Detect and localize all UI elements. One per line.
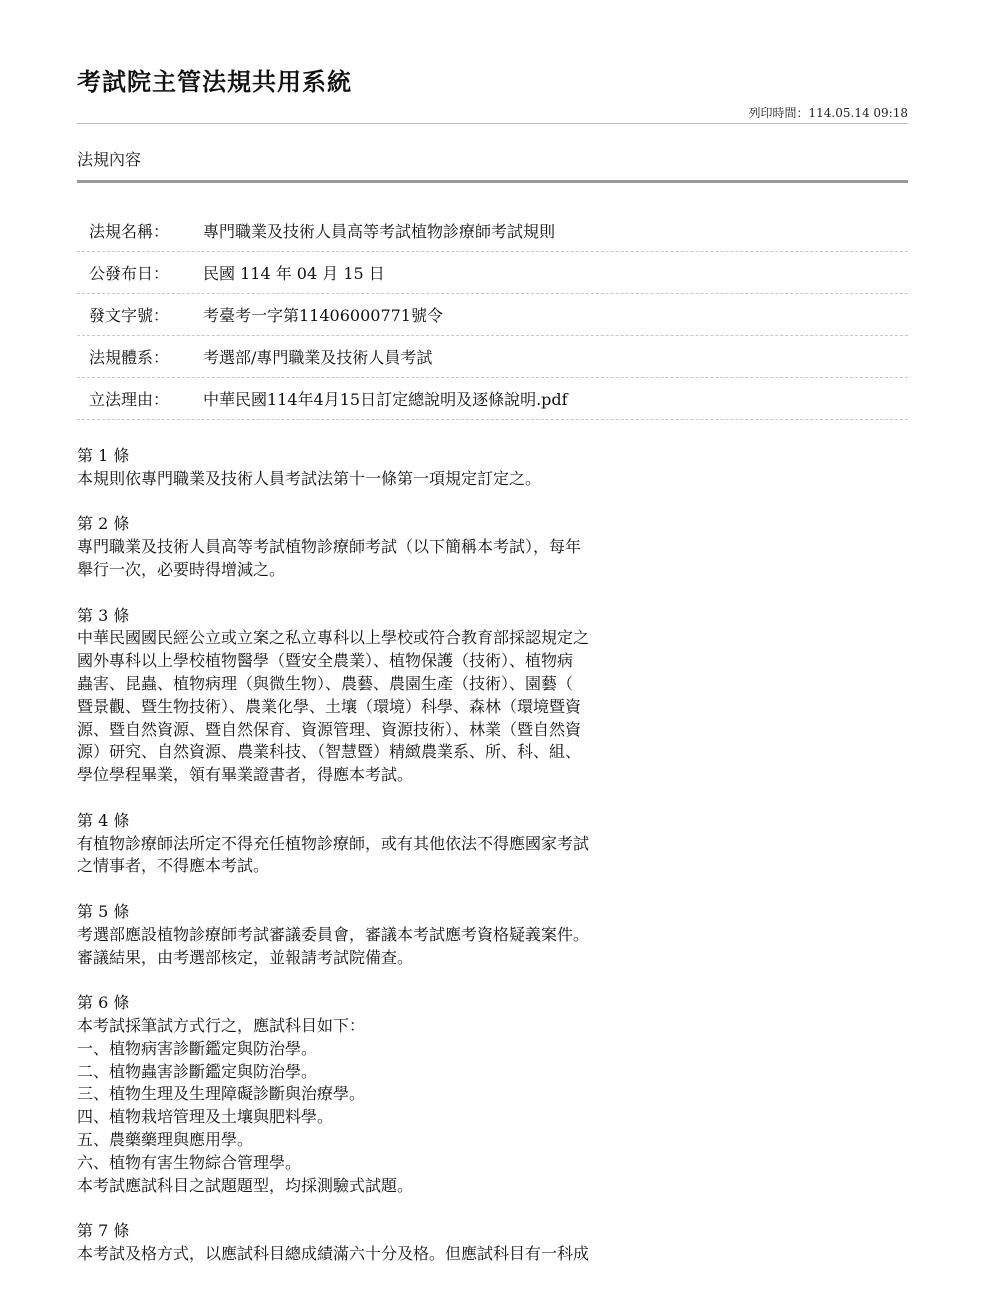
article-text-line: 三、植物生理及生理障礙診斷與治療學。	[77, 1084, 366, 1104]
meta-row-doc-no	[77, 294, 908, 336]
regulation-meta-table	[77, 210, 908, 420]
article-text-line: 源、暨自然資源、暨自然保育、資源管理、資源技術）、林業（暨自然資	[77, 719, 582, 739]
section-divider	[77, 180, 908, 183]
meta-label: 立法理由：	[89, 390, 170, 409]
meta-row-date	[77, 252, 908, 294]
article-number: 第 6 條	[77, 993, 130, 1013]
article-text-line: 暨景觀、暨生物技術）、農業化學、土壤（環境）科學、森林（環境暨資	[77, 696, 582, 716]
article-text-line: 國外專科以上學校植物醫學（暨安全農業）、植物保護（技術）、植物病	[77, 651, 574, 671]
site-title: 考試院主管法規共用系統	[77, 68, 352, 96]
meta-label: 法規名稱：	[89, 222, 170, 241]
article-text-line: 四、植物栽培管理及土壤與肥料學。	[77, 1107, 334, 1127]
articles-list	[77, 445, 677, 1288]
article-text-line: 審議結果，由考選部核定，並報請考試院備查。	[77, 947, 414, 967]
article-text-line: 專門職業及技術人員高等考試植物診療師考試（以下簡稱本考試），每年	[77, 537, 582, 557]
article-text-line: 考選部應設植物診療師考試審議委員會，審議本考試應考資格疑義案件。	[77, 924, 590, 944]
regulation-system: 考選部/專門職業及技術人員考試	[203, 348, 433, 367]
article-text-line: 一、植物病害診斷鑑定與防治學。	[77, 1038, 318, 1058]
legislative-reason-file: 中華民國114年4月15日訂定總說明及逐條說明.pdf	[203, 390, 568, 409]
meta-label: 發文字號：	[89, 306, 170, 325]
article-text-line: 本考試及格方式，以應試科目總成績滿六十分及格。但應試科目有一科成	[77, 1243, 590, 1263]
meta-label: 法規體系：	[89, 348, 170, 367]
article-number: 第 1 條	[77, 446, 130, 465]
article-text-line: 二、植物蟲害診斷鑑定與防治學。	[77, 1061, 318, 1081]
article-text-line: 本規則依專門職業及技術人員考試法第十一條第一項規定訂定之。	[77, 468, 542, 488]
article-text-line: 中華民國國民經公立或立案之私立專科以上學校或符合教育部採認規定之	[77, 628, 590, 648]
article-text-line: 之情事者，不得應本考試。	[77, 856, 270, 876]
section-title: 法規內容	[77, 150, 142, 169]
meta-label: 公發布日：	[89, 264, 170, 283]
regulation-name: 專門職業及技術人員高等考試植物診療師考試規則	[203, 222, 556, 241]
article-text-line: 本考試應試科目之試題題型，均採測驗式試題。	[77, 1175, 414, 1195]
article-text-line: 五、農藥藥理與應用學。	[77, 1129, 254, 1149]
article-text-line: 有植物診療師法所定不得充任植物診療師，或有其他依法不得應國家考試	[77, 833, 590, 853]
publish-date: 民國 114 年 04 月 15 日	[203, 264, 385, 283]
article-text-line: 六、植物有害生物綜合管理學。	[77, 1152, 302, 1172]
article	[77, 513, 677, 581]
article-text-line: 源）研究、自然資源、農業科技、（智慧暨）精緻農業系、所、科、組、	[77, 742, 582, 762]
article-number: 第 4 條	[77, 810, 130, 830]
document-number: 考臺考一字第11406000771號令	[203, 306, 443, 325]
meta-row-system	[77, 336, 908, 378]
article-text-line: 舉行一次，必要時得增減之。	[77, 559, 286, 579]
article-text-line: 學位學程畢業，領有畢業證書者，得應本考試。	[77, 765, 414, 785]
article-number: 第 5 條	[77, 901, 130, 921]
header-divider	[77, 123, 908, 124]
article	[77, 605, 677, 787]
article-number: 第 3 條	[77, 605, 130, 625]
article-text-line: 蟲害、昆蟲、植物病理（與微生物）、農藝、農園生產（技術）、園藝（	[77, 673, 574, 693]
article	[77, 1220, 677, 1266]
meta-row-name	[77, 210, 908, 252]
article	[77, 445, 677, 491]
print-time: 列印時間：114.05.14 09:18	[748, 106, 908, 120]
article	[77, 992, 677, 1197]
article	[77, 901, 677, 969]
article-number: 第 2 條	[77, 514, 130, 534]
meta-row-reason	[77, 378, 908, 420]
article	[77, 810, 677, 878]
article-number: 第 7 條	[77, 1221, 130, 1241]
article-text-line: 本考試採筆試方式行之，應試科目如下：	[77, 1015, 366, 1035]
